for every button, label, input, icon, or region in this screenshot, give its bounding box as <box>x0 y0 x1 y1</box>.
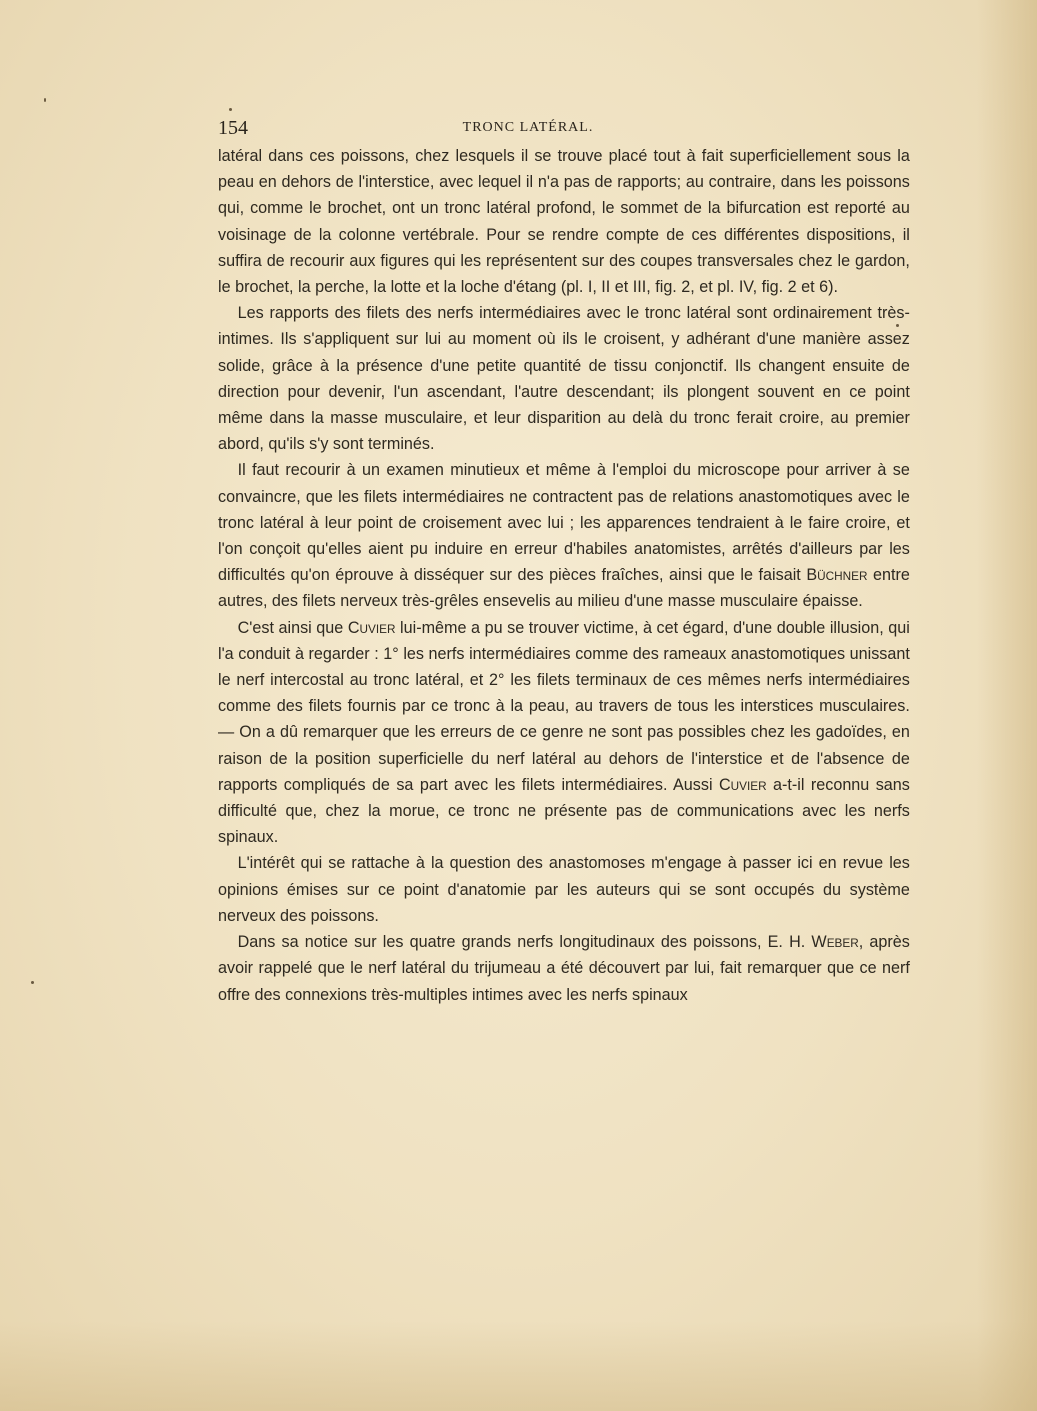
paragraph-text: latéral dans ces poissons, chez lesquels il se trouve placé tout à fait superficiellement sous la peau en dehors de l'interstice, avec lequel il n'a pas de rapports; au contraire, dans les poissons qui, comme le brochet, ont un tronc latéral profond, le sommet de la bifurcation est reporté au voisinage de la colonne vertébrale. Pour se rendre compte de ces différentes dispositions, il suffira de recourir aux figures qui les représentent sur des coupes transversales chez le gardon, le brochet, la perche, la lotte et la loche d'étang (pl. I, II et III, fig. 2, et pl. IV, fig. 2 et 6). <box>218 147 910 297</box>
paragraph-text: Les rapports des filets des nerfs intermédiaires avec le tronc latéral sont ordinairement très-intimes. Ils s'appliquent sur lui au moment où ils le croisent, y adhérant d'une manière assez solide, grâce à la présence d'une petite quantité de tissu conjonctif. Ils changent ensuite de direction pour devenir, l'un ascendant, l'autre descendant; ils plongent souvent en ce point même dans la masse musculaire, et leur disparition au delà du tronc ferait croire, au premier abord, qu'ils s'y sont terminés. <box>218 304 910 454</box>
paragraph-text: lui-même a pu se trouver victime, à cet égard, d'une double illusion, qui l'a conduit à regarder : 1° les nerfs intermédiaires comme des rameaux anastomotiques unissant le nerf intercostal au tronc latéral, et 2° les filets terminaux de ces mêmes nerfs intermédiaires comme des filets fournis par ce tronc à la peau, au travers de tous les interstices musculaires. — On a dû remarquer que les erreurs de ce genre ne sont pas possibles chez les gadoïdes, en raison de la position superficielle du nerf latéral au dehors de l'interstice et de l'absence de rapports compliqués de sa part avec les filets intermédiaires. Aussi <box>218 618 910 794</box>
page-header <box>218 117 924 139</box>
ink-speck <box>44 98 46 102</box>
paragraph <box>218 143 910 300</box>
paragraph-text: Dans sa notice sur les quatre grands nerfs longitudinaux des poissons, E. H. <box>237 933 812 952</box>
paragraph <box>218 457 910 614</box>
paragraph <box>218 850 910 929</box>
ink-speck <box>229 108 232 111</box>
paragraph-text: L'intérêt qui se rattache à la question des anastomoses m'engage à passer ici en revue les opinions émises sur ce point d'anatomie par les auteurs qui se sont occupés du système nerveux des poissons. <box>218 854 910 925</box>
paragraph <box>218 929 910 1008</box>
page-edge-shadow-right <box>977 0 1037 1411</box>
page-edge-shadow-bottom <box>0 1321 1037 1411</box>
ink-speck <box>31 981 34 984</box>
running-title: TRONC LATÉRAL. <box>462 120 594 135</box>
body-text <box>218 143 910 1008</box>
paragraph-text: C'est ainsi que <box>237 618 348 637</box>
author-name: Büchner <box>806 566 868 585</box>
author-name: Weber <box>811 933 859 952</box>
paragraph-text: , après avoir rappelé que le nerf latéral du trijumeau a été découvert par lui, fait remarquer que ce nerf offre des connexions très-multiples intimes avec les nerfs spinaux <box>218 933 910 1004</box>
page-number: 154 <box>218 117 248 139</box>
paragraph-text: Il faut recourir à un examen minutieux et même à l'emploi du microscope pour arriver à se convaincre, que les filets intermédiaires ne contractent pas de relations anastomotiques avec le tronc latéral à leur point de croisement avec lui ; les apparences tendraient à le faire croire, et l'on conçoit qu'elles aient pu induire en erreur d'habiles anatomistes, arrêtés d'ailleurs par les difficultés qu'on éprouve à disséquer sur des pièces fraîches, ainsi que le faisait <box>218 461 910 585</box>
author-name: Cuvier <box>347 618 396 637</box>
author-name: Cuvier <box>718 775 767 794</box>
paragraph-text: a-t-il reconnu sans difficulté que, chez la morue, ce tronc ne présente pas de communications avec les nerfs spinaux. <box>218 775 910 847</box>
paragraph-text: entre autres, des filets nerveux très-grêles ensevelis au milieu d'une masse musculaire épaisse. <box>218 566 910 611</box>
paragraph <box>218 300 910 457</box>
paragraph <box>218 615 910 851</box>
